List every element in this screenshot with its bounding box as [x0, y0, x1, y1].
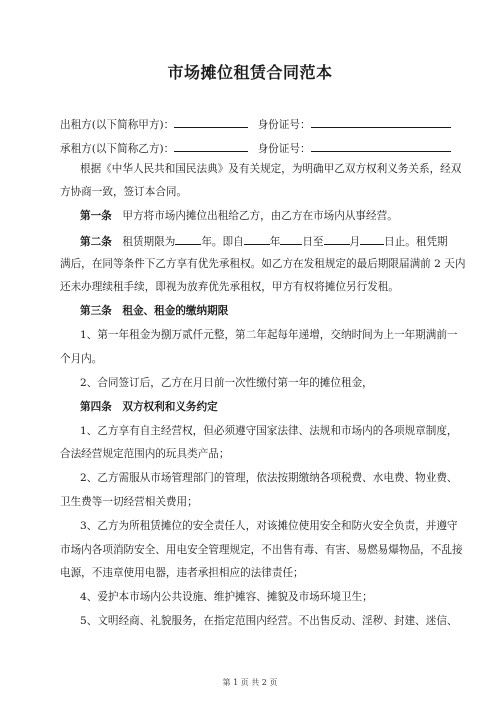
article-2-text-a: 租赁期限为 [122, 236, 176, 248]
article-4-item-1-line-2: 合法经营规定范围内的玩具类产品； [60, 448, 230, 460]
article-2-line-3: 还未办理续租手续，即视为放弃优先承租权，甲方有权将摊位另行发租。 [60, 281, 399, 293]
document-title: 市场摊位租赁合同范本 [167, 63, 333, 82]
preamble-line-1: 根据《中华人民共和国民法典》及有关规定，为明确甲乙双方权利义务关系，经双 [80, 163, 462, 175]
article-4-item-3-line-2: 市场内各项消防安全、用电安全管理规定，不出售有毒、有害、易燃易爆物品，不乱接 [60, 544, 463, 556]
lessor-id-field[interactable] [311, 116, 451, 128]
term-years-field[interactable] [175, 233, 201, 245]
lessor-id-label: 身份证号： [257, 119, 311, 131]
article-2-text-d: 日至 [302, 236, 324, 248]
preamble-line-2: 方协商一致，签订本合同。 [60, 186, 188, 198]
article-4-item-2-line-2: 卫生费等一切经营相关费用； [60, 496, 198, 508]
article-4-item-2-line-1: 2、乙方需服从市场管理部门的管理，依法按期缴纳各项税费、水电费、物业费、 [80, 472, 458, 484]
article-4-item-4: 4、爱护本市场内公共设施、维护摊容、摊貌及市场环境卫生； [80, 591, 373, 603]
lessee-id-field[interactable] [311, 140, 451, 152]
article-4-item-1-line-1: 1、乙方享有自主经营权，但必须遵守国家法律、法规和市场内的各项规章制度， [80, 425, 458, 437]
page-number: 第 1 页 共 2 页 [222, 678, 278, 687]
article-2-line-2: 满后，在同等条件下乙方享有优先承租权。如乙方在发租规定的最后期限届满前 2 天内 [60, 258, 466, 270]
lessor-label: 出租方(以下简称甲方)： [60, 119, 175, 131]
article-4-item-5: 5、文明经商、礼貌服务，在指定范围内经营。不出售反动、淫秽、封建、迷信、 [80, 615, 458, 627]
article-2-text-e: 月 [349, 236, 361, 248]
article-1-heading: 第一条 [80, 210, 112, 222]
lessee-name-field[interactable] [174, 140, 248, 152]
end-day-field[interactable] [360, 233, 384, 245]
article-2-line-1 [80, 233, 448, 249]
article-3-item-1-line-1: 1、第一年租金为捌万贰仟元整，第二年起每年递增，交纳时间为上一年期满前一 [80, 329, 458, 341]
lessee-id-label: 身份证号： [257, 143, 311, 155]
article-2-text-b: 年。即自 [201, 236, 244, 248]
lessor-line [60, 116, 448, 132]
article-4-item-3-line-1: 3、乙方为所租赁摊位的安全责任人，对该摊位使用安全和防火安全负责，并遵守 [80, 520, 458, 532]
start-year-field[interactable] [244, 233, 270, 245]
article-3-heading: 第三条 租金、租金的缴纳期限 [80, 305, 229, 317]
article-3-item-2: 2、合同签订后，乙方在月日前一次性缴付第一年的摊位租金， [80, 377, 373, 389]
article-4-item-3-line-3: 电源，不违章使用电器，违者承担相应的法律责任； [60, 567, 304, 579]
lessee-line [60, 140, 448, 156]
article-4-heading: 第四条 双方权利和义务约定 [80, 401, 218, 413]
article-2-text-c: 年 [269, 236, 281, 248]
lessor-name-field[interactable] [174, 116, 248, 128]
article-1 [80, 209, 448, 223]
article-2-heading: 第二条 [80, 236, 112, 248]
article-1-text: 甲方将市场内摊位出租给乙方，由乙方在市场内从事经营。 [122, 210, 398, 222]
end-year-field[interactable] [324, 233, 350, 245]
article-2-text-f: 日止。租凭期 [384, 236, 448, 248]
lessee-label: 承租方(以下简称乙方)： [60, 143, 175, 155]
start-day-field[interactable] [280, 233, 302, 245]
article-3-item-1-line-2: 个月内。 [60, 353, 103, 365]
